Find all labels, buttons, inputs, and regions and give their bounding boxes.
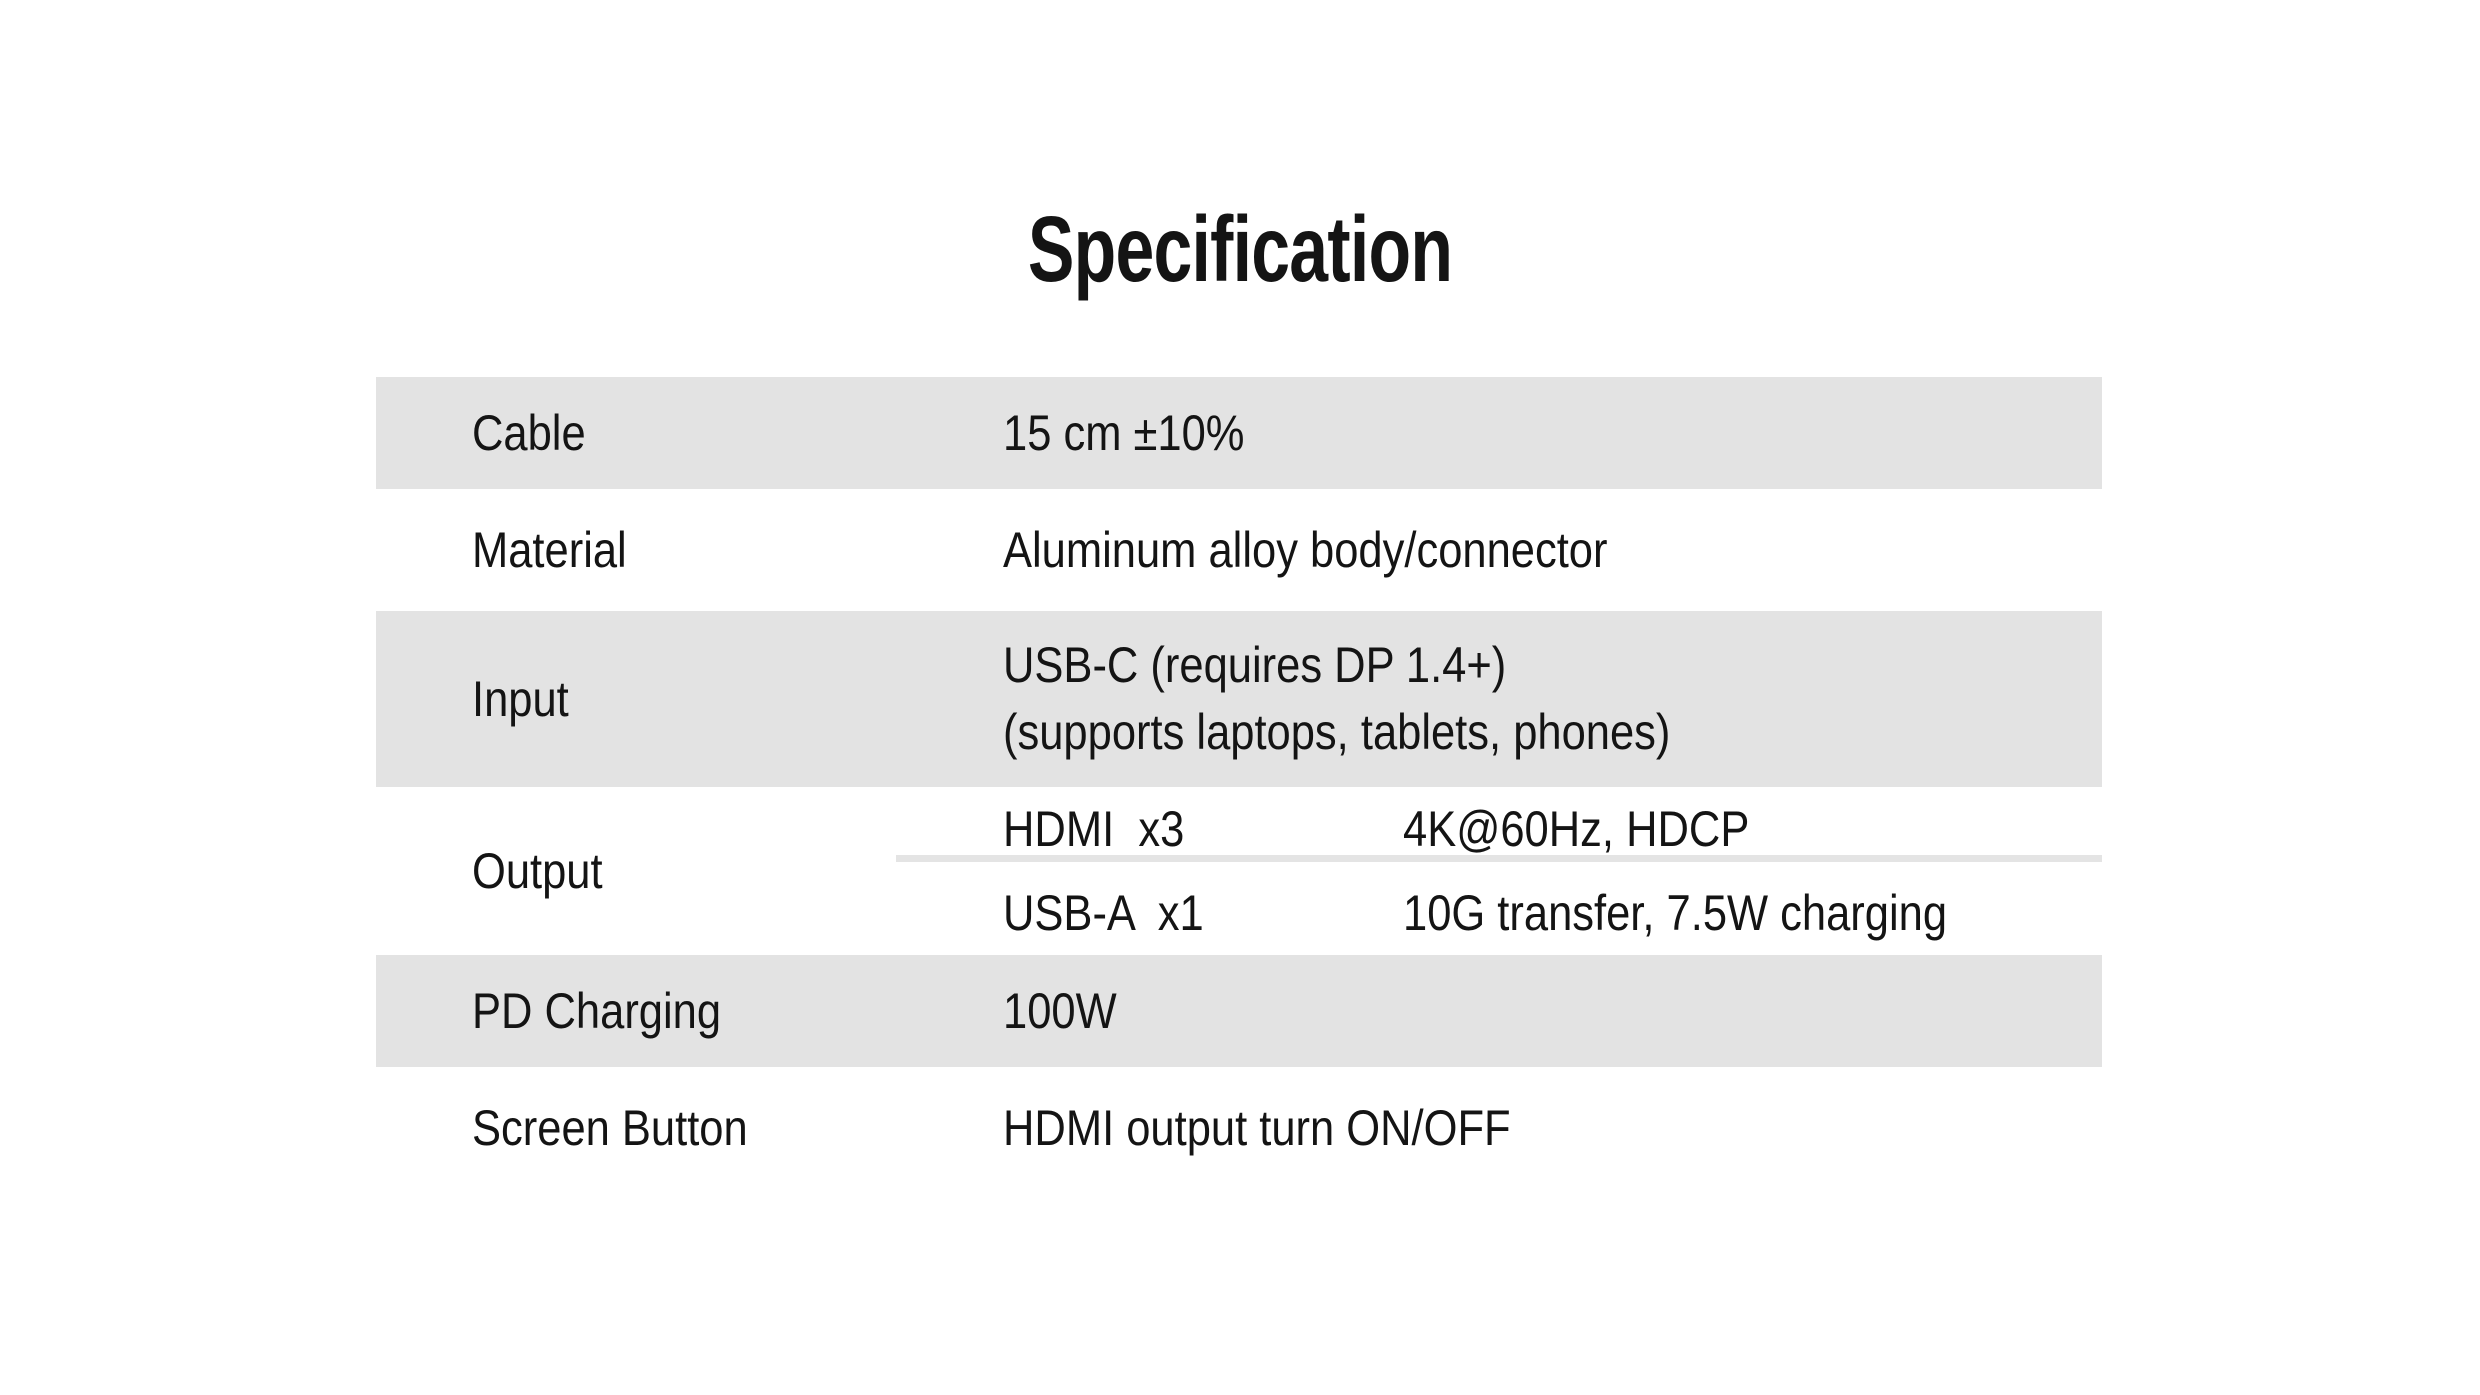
row-value: Aluminum alloy body/connector (1003, 522, 1608, 578)
row-value: 15 cm ±10% (1003, 405, 1245, 461)
row-value: HDMI output turn ON/OFF (1003, 1100, 1511, 1156)
row-label-cell (376, 521, 1003, 579)
page-title: Specification (1027, 197, 1453, 301)
row-label: PD Charging (472, 983, 722, 1039)
port-cell (1003, 800, 1403, 858)
row-value-line-2 (1003, 699, 2102, 766)
row-value: 100W (1003, 983, 1117, 1039)
row-label: Cable (472, 405, 586, 461)
detail-cell (1403, 884, 2102, 942)
row-value-cell (1003, 404, 2102, 462)
row-label-cell (376, 404, 1003, 462)
row-label-cell (376, 670, 1003, 728)
spec-table (376, 377, 2102, 1189)
detail-value: 4K@60Hz, HDCP (1403, 801, 1750, 857)
row-value-cell (1003, 982, 2102, 1040)
detail-value: 10G transfer, 7.5W charging (1403, 885, 1948, 941)
port-value: HDMI x3 (1003, 801, 1185, 857)
row-value-cell (1003, 521, 2102, 579)
row-label-cell (376, 842, 1003, 900)
row-value-cell (1003, 1099, 2102, 1157)
row-label: Input (472, 671, 569, 727)
row-label-cell (376, 982, 1003, 1040)
row-value-line-1 (1003, 632, 2102, 699)
table-row-pd-charging (376, 955, 2102, 1067)
table-row-output (376, 787, 2102, 955)
table-row-material (376, 489, 2102, 611)
row-value: USB-C (requires DP 1.4+) (1003, 637, 1507, 693)
row-value: (supports laptops, tablets, phones) (1003, 704, 1671, 760)
table-row-input (376, 611, 2102, 787)
row-label: Output (472, 843, 603, 899)
row-value-cell (1003, 632, 2102, 766)
port-value: USB-A x1 (1003, 885, 1204, 941)
row-label: Material (472, 522, 627, 578)
output-sub-row-usba (1003, 871, 2102, 955)
detail-cell (1403, 800, 2102, 858)
output-sub-row-hdmi (1003, 787, 2102, 871)
table-row-screen-button (376, 1067, 2102, 1189)
table-row-cable (376, 377, 2102, 489)
row-label-cell (376, 1099, 1003, 1157)
output-sub-table (1003, 787, 2102, 955)
port-cell (1003, 884, 1403, 942)
row-label: Screen Button (472, 1100, 748, 1156)
